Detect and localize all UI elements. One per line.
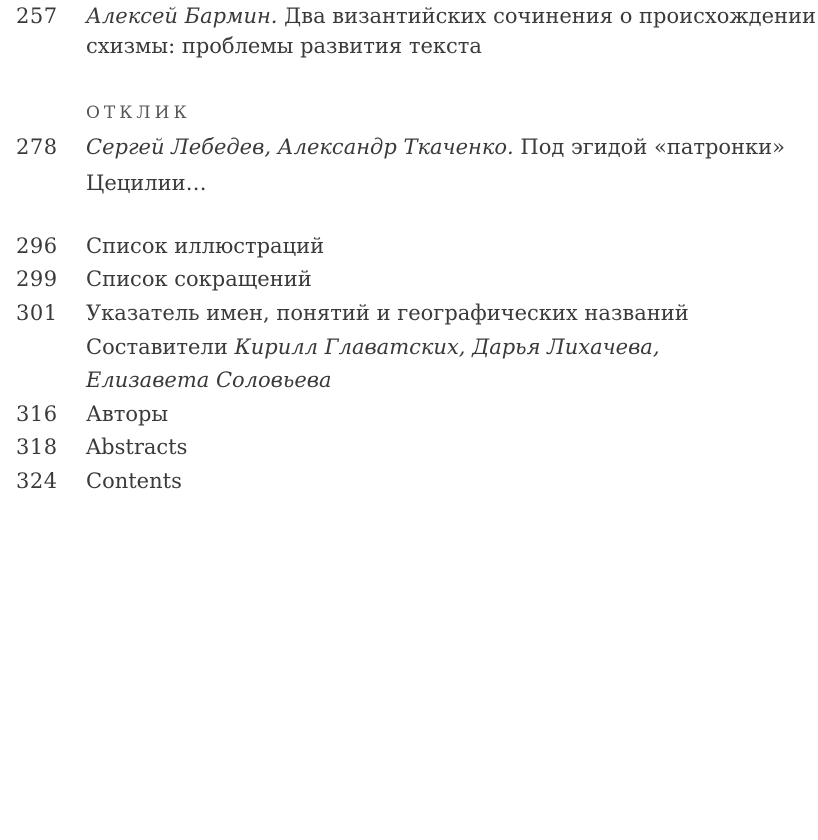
entry-author: Сергей Лебедев, Александр Ткаченко. [86, 135, 514, 159]
page-number: 301 [16, 301, 58, 325]
entry-title: Указатель имен, понятий и географических названий [86, 301, 689, 325]
page-number: 278 [16, 135, 58, 159]
compilers-names-continuation: Елизавета Соловьева [86, 368, 332, 392]
compilers-names: Кирилл Главатских, Дарья Лихачева, [234, 335, 660, 359]
entry-title: Под эгидой «патронки» [520, 135, 786, 159]
page-number: 316 [16, 402, 58, 426]
entry-title: Список иллюстраций [86, 234, 325, 258]
entry-title: Авторы [86, 402, 169, 426]
compilers-prefix: Составители [86, 335, 228, 359]
entry-title-continuation: Цецилии… [86, 171, 207, 195]
entry-text-line [86, 130, 818, 164]
page-number: 299 [16, 267, 58, 291]
page-number: 257 [16, 4, 58, 28]
entry-title: Abstracts [86, 435, 188, 459]
page-number: 296 [16, 234, 58, 258]
page-number: 318 [16, 435, 58, 459]
entry-title: Два византийских сочинения о происхождении [284, 4, 817, 28]
entry-compilers-line [86, 330, 818, 364]
entry-author: Алексей Бармин. [86, 4, 278, 28]
entry-title-continuation: схизмы: проблемы развития текста [86, 34, 482, 58]
entry-title: Contents [86, 469, 182, 493]
entry-title: Список сокращений [86, 267, 312, 291]
section-heading-otklik: ОТКЛИК [86, 103, 191, 123]
page-number: 324 [16, 469, 58, 493]
